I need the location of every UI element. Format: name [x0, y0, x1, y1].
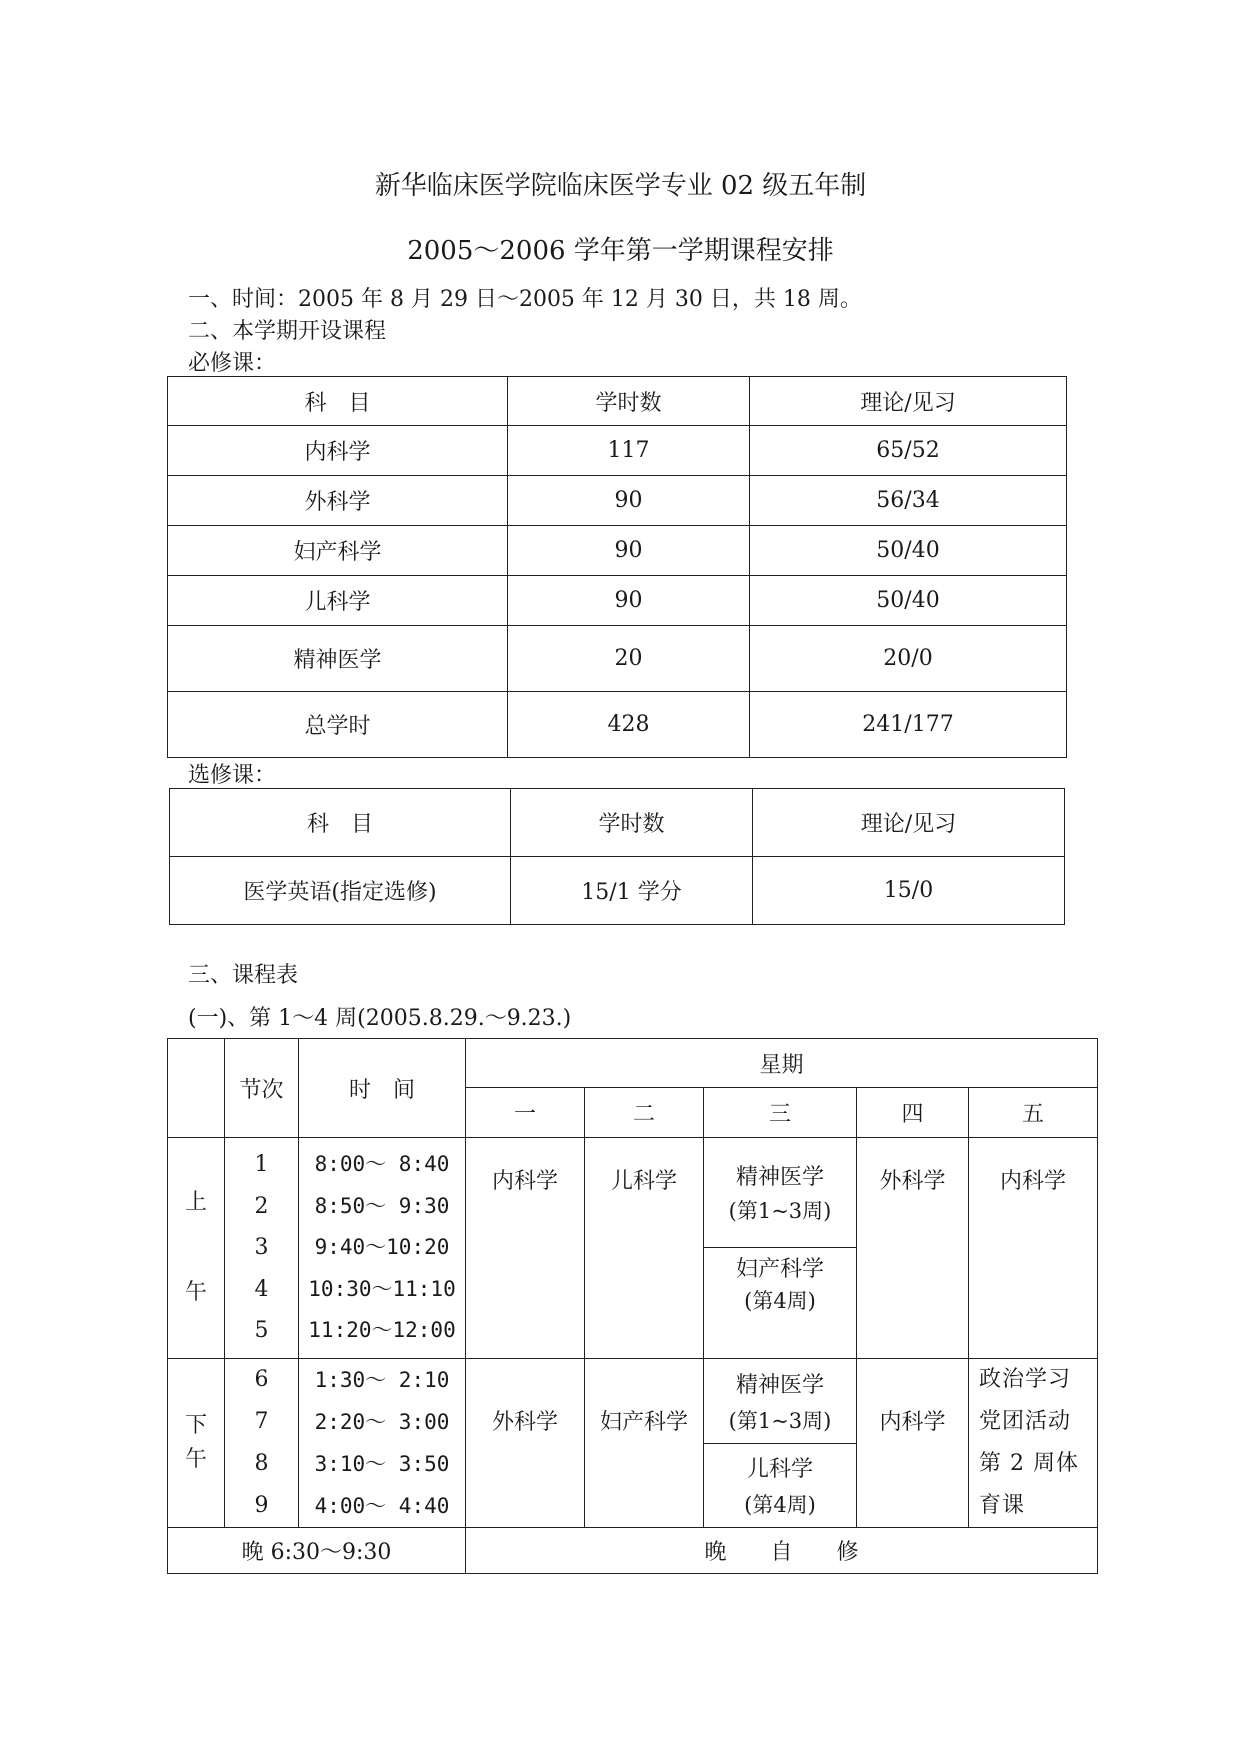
cell-ratio: 20/0	[750, 626, 1067, 692]
cell-hours: 90	[508, 576, 750, 626]
morning-times	[299, 1138, 466, 1359]
required-courses-table	[167, 376, 1067, 758]
morning-periods	[225, 1138, 299, 1359]
period-time: 2:20～ 3:00	[314, 1410, 450, 1434]
header-hours: 学时数	[508, 377, 750, 426]
evening-time: 晚 6:30～9:30	[168, 1528, 466, 1574]
period-time: 10:30～11:10	[308, 1276, 456, 1301]
am-wed-course-bottom	[704, 1248, 857, 1359]
morning-row-top	[168, 1138, 1098, 1248]
pm-mon-course: 外科学	[466, 1359, 585, 1528]
am-thu-course: 外科学	[857, 1138, 969, 1359]
afternoon-label-char-1: 下	[184, 1413, 207, 1438]
period-number: 1	[254, 1152, 269, 1178]
schedule-period: (一)、第 1～4 周(2005.8.29.～9.23.)	[188, 1006, 572, 1031]
day-fri: 五	[969, 1088, 1098, 1138]
period-time: 8:50～ 9:30	[314, 1193, 450, 1218]
course-weeks: (第4周)	[744, 1493, 816, 1518]
header-time: 时 间	[299, 1039, 466, 1138]
cell-hours: 117	[508, 426, 750, 476]
header-subject: 科 目	[168, 377, 508, 426]
cell-hours: 15/1 学分	[511, 857, 753, 925]
period-number: 4	[254, 1276, 269, 1302]
cell-subject: 外科学	[168, 476, 508, 526]
table-row	[170, 857, 1065, 925]
cell-ratio: 15/0	[753, 857, 1065, 925]
schedule-header-row	[168, 1039, 1098, 1088]
section-time: 一、时间：2005 年 8 月 29 日～2005 年 12 月 30 日，共 18 周。	[188, 287, 862, 312]
morning-label-char-2: 午	[184, 1280, 207, 1305]
cell-subject: 儿科学	[168, 576, 508, 626]
cell-subject: 内科学	[168, 426, 508, 476]
morning-label-char-1: 上	[184, 1190, 207, 1215]
pm-fri-course	[969, 1359, 1098, 1528]
afternoon-row-top	[168, 1359, 1098, 1444]
title-line-2: 2005～2006 学年第一学期课程安排	[407, 236, 834, 266]
weekly-schedule-table	[167, 1038, 1098, 1574]
course-name: 妇产科学	[735, 1257, 824, 1282]
period-time: 1:30～ 2:10	[314, 1368, 450, 1392]
fri-line: 育课	[979, 1493, 1026, 1518]
am-tue-course: 儿科学	[585, 1138, 704, 1359]
cell-ratio: 65/52	[750, 426, 1067, 476]
cell-ratio: 56/34	[750, 476, 1067, 526]
cell-hours: 428	[508, 692, 750, 758]
header-theory-practice: 理论/见习	[753, 789, 1065, 857]
fri-line: 政治学习	[979, 1367, 1072, 1392]
header-section: 节次	[225, 1039, 299, 1138]
elective-courses-table	[169, 788, 1065, 925]
cell-hours: 20	[508, 626, 750, 692]
cell-hours: 90	[508, 526, 750, 576]
elective-label: 选修课：	[188, 763, 277, 788]
header-weekday: 星期	[466, 1039, 1098, 1088]
day-thu: 四	[857, 1088, 969, 1138]
pm-thu-course: 内科学	[857, 1359, 969, 1528]
table-header-row	[170, 789, 1065, 857]
period-number: 9	[254, 1493, 269, 1518]
cell-ratio: 50/40	[750, 526, 1067, 576]
afternoon-label	[168, 1359, 225, 1528]
afternoon-times	[299, 1359, 466, 1528]
am-fri-course: 内科学	[969, 1138, 1098, 1359]
cell-ratio: 241/177	[750, 692, 1067, 758]
period-time: 3:10～ 3:50	[314, 1452, 450, 1476]
cell-ratio: 50/40	[750, 576, 1067, 626]
period-number: 6	[254, 1367, 269, 1392]
header-subject: 科 目	[170, 789, 511, 857]
day-mon: 一	[466, 1088, 585, 1138]
course-weeks: (第1~3周)	[728, 1198, 832, 1223]
period-time: 11:20～12:00	[308, 1318, 456, 1343]
blank-corner-cell	[168, 1039, 225, 1138]
table-row	[168, 576, 1067, 626]
period-time: 8:00～ 8:40	[314, 1152, 450, 1177]
afternoon-periods	[225, 1359, 299, 1528]
period-number: 2	[254, 1193, 269, 1219]
cell-subject: 总学时	[168, 692, 508, 758]
period-number: 3	[254, 1235, 269, 1261]
morning-label	[168, 1138, 225, 1359]
period-number: 5	[254, 1318, 269, 1344]
header-theory-practice: 理论/见习	[750, 377, 1067, 426]
required-label: 必修课：	[188, 351, 277, 376]
pm-wed-course-bottom	[704, 1443, 857, 1528]
course-name: 儿科学	[746, 1457, 813, 1483]
cell-subject: 医学英语(指定选修)	[170, 857, 511, 925]
am-wed-course-top	[704, 1138, 857, 1248]
course-name: 精神医学	[735, 1372, 824, 1398]
fri-line: 党团活动	[979, 1409, 1072, 1434]
pm-tue-course: 妇产科学	[585, 1359, 704, 1528]
pm-wed-course-top	[704, 1359, 857, 1444]
table-row	[168, 476, 1067, 526]
table-row	[168, 626, 1067, 692]
day-wed: 三	[704, 1088, 857, 1138]
period-time: 9:40～10:20	[314, 1235, 450, 1260]
course-weeks: (第1~3周)	[728, 1408, 832, 1433]
table-row-total	[168, 692, 1067, 758]
day-tue: 二	[585, 1088, 704, 1138]
section-courses: 二、本学期开设课程	[188, 319, 387, 344]
evening-activity: 晚 自 修	[466, 1528, 1098, 1574]
title-line-1: 新华临床医学院临床医学专业 02 级五年制	[374, 171, 867, 201]
cell-subject: 精神医学	[168, 626, 508, 692]
course-weeks: (第4周)	[744, 1289, 816, 1313]
header-hours: 学时数	[511, 789, 753, 857]
period-number: 7	[254, 1409, 269, 1434]
evening-row	[168, 1528, 1098, 1574]
cell-hours: 90	[508, 476, 750, 526]
period-time: 4:00～ 4:40	[314, 1494, 450, 1518]
fri-line: 第 2 周体	[979, 1451, 1079, 1476]
period-number: 8	[254, 1451, 269, 1476]
table-row	[168, 426, 1067, 476]
cell-subject: 妇产科学	[168, 526, 508, 576]
afternoon-label-char-2: 午	[184, 1447, 207, 1472]
am-mon-course: 内科学	[466, 1138, 585, 1359]
table-header-row	[168, 377, 1067, 426]
section-schedule: 三、课程表	[188, 963, 299, 988]
table-row	[168, 526, 1067, 576]
course-name: 精神医学	[735, 1164, 824, 1190]
